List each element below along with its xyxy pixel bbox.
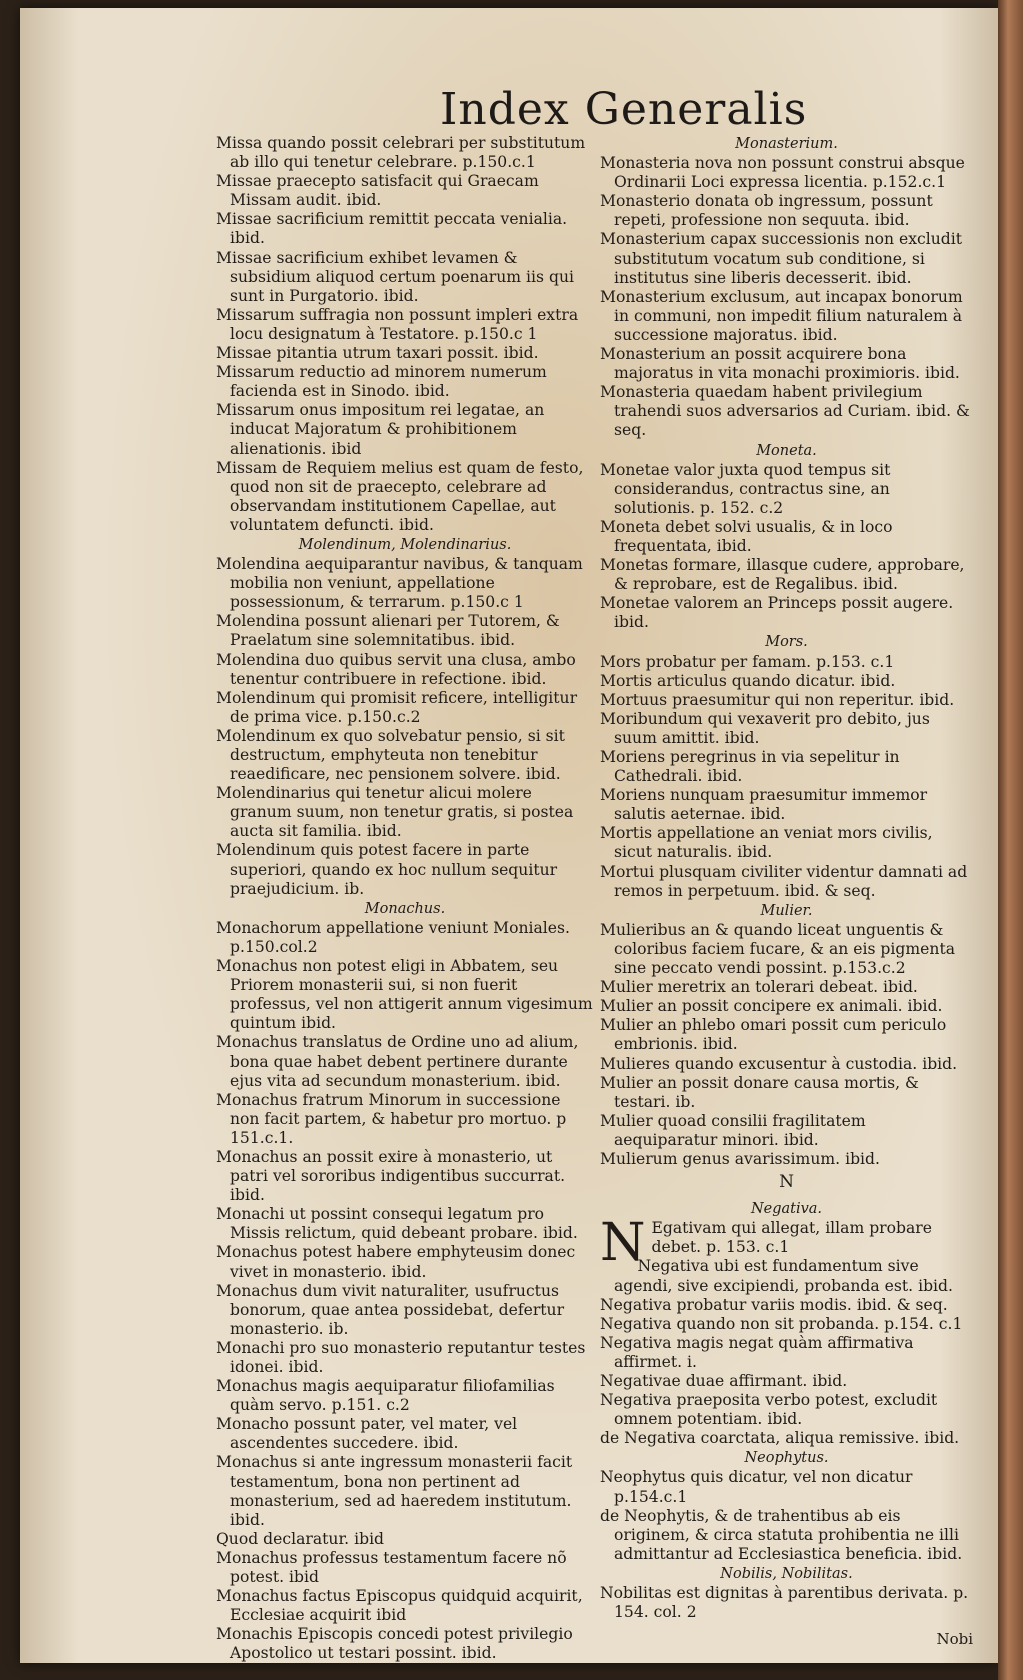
- index-entry: Molendinarius qui tenetur alicui molere granum suum, non tenetur gratis, si postea aucta sit familia. ibid.: [216, 784, 574, 841]
- index-entry: Monasterio donata ob ingressum, possunt repeti, professione non sequuta. ibid.: [600, 192, 933, 230]
- right-column: [600, 134, 973, 1649]
- index-entry: Missae pitantia utrum taxari possit. ibid.: [216, 344, 539, 363]
- index-entry: Monetas formare, illasque cudere, approbare, & reprobare, est de Regalibus. ibid.: [600, 556, 965, 594]
- index-entry: Mulieres quando excusentur à custodia. ibid.: [600, 1054, 958, 1073]
- index-entry: Moriens peregrinus in via sepelitur in Cathedrali. ibid.: [600, 748, 900, 786]
- index-entry: Monachus professus testamentum facere nõ potest. ibid: [216, 1548, 567, 1587]
- index-entry: Mors probatur per famam. p.153. c.1: [600, 652, 895, 671]
- index-entry: Mortis appellatione an veniat mors civilis, sicut naturalis. ibid.: [600, 824, 933, 862]
- index-entry: Negativae duae affirmant. ibid.: [600, 1372, 848, 1390]
- index-entry: Monachorum appellatione veniunt Moniales. p.150.col.2: [216, 918, 570, 956]
- index-entry: Monachus fratrum Minorum in successione non facit partem, & habetur pro mortuo. p 151.c.1.: [216, 1090, 567, 1147]
- index-entry: Monachus magis aequiparatur filiofamilias quàm servo. p.151. c.2: [216, 1377, 555, 1415]
- index-entry: Negativa ubi est fundamentum sive agendi, sive excipiendi, probanda est. ibid.: [614, 1257, 953, 1295]
- index-entry: Molendinum quis potest facere in parte superiori, quando ex hoc nullum sequitur praejudicium. ib.: [216, 841, 558, 898]
- index-entry: Mortis articulus quando dicatur. ibid.: [600, 671, 896, 690]
- index-entry: Nobilitas est dignitas à parentibus derivata. p. 154. col. 2: [600, 1584, 969, 1622]
- index-entry: Monachus dum vivit naturaliter, usufructus bonorum, quae antea possidebat, defertur monasterio. ib.: [216, 1281, 565, 1338]
- index-entry: Missae praecepto satisfacit qui Graecam Missam audit. ibid.: [216, 172, 539, 210]
- index-entry: Monasterium exclusum, aut incapax bonorum in communi, non impedit filium naturalem à successione majoratus. ibid.: [600, 287, 963, 344]
- section-heading: Nobilis, Nobilitas.: [720, 1565, 853, 1582]
- index-entry: Monasterium capax successionis non excludit substitutum vocatum sub conditione, si institutus sine liberis decesserit. ibid.: [600, 230, 963, 287]
- index-entry: Monachi ut possint consequi legatum pro Missis relictum, quid debeant probare. ibid.: [216, 1205, 578, 1243]
- index-entry: Negativa quando non sit probanda. p.154. c.1: [600, 1314, 963, 1333]
- index-entry: [600, 1213, 973, 1274]
- index-entry: Monasteria nova non possunt construi absque Ordinarii Loci expressa licentia. p.152.c.1: [600, 154, 965, 192]
- index-entry: Moriens nunquam praesumitur immemor salutis aeternae. ibid.: [600, 786, 928, 824]
- index-entry: Monasteria quaedam habent privilegium trahendi suos adversarios ad Curiam. ibid. & seq.: [600, 383, 970, 440]
- entry-text: Egativam qui allegat, illam probare debet. p. 153. c.1: [651, 1219, 932, 1257]
- index-entry: Moribundum qui vexaverit pro debito, jus suum amittit. ibid.: [600, 709, 930, 747]
- index-entry: Moneta debet solvi usualis, & in loco frequentata, ibid.: [600, 517, 893, 555]
- index-entry: Monasterium an possit acquirere bona majoratus in vita monachi proximioris. ibid.: [600, 345, 960, 383]
- index-entry: Negativa magis negat quàm affirmativa affirmet. i.: [600, 1333, 914, 1371]
- index-entry: Mortui plusquam civiliter videntur damnati ad remos in perpetuum. ibid. & seq.: [600, 862, 968, 900]
- index-entry: Monachus factus Episcopus quidquid acquirit, Ecclesiae acquirit ibid: [216, 1587, 583, 1625]
- index-entry: Molendina aequiparantur navibus, & tanquam mobilia non veniunt, appellatione possessionum, & terrarum. p.150.c 1: [216, 555, 583, 612]
- index-entry: Mulier an possit concipere ex animali. ibid.: [600, 997, 943, 1016]
- index-entry: Missae sacrificium remittit peccata venialia. ibid.: [216, 210, 568, 248]
- index-entry: Molendinum ex quo solvebatur pensio, si sit destructum, emphyteuta non tenebitur reaedificare, nec pensionem solvere. ibid.: [216, 726, 565, 784]
- section-letter: N: [779, 1172, 794, 1193]
- index-entry: Molendina possunt alienari per Tutorem, & Praelatum sine solemnitatibus. ibid.: [216, 612, 560, 650]
- section-heading: Mulier.: [760, 902, 813, 919]
- index-entry: Mulier an possit donare causa mortis, & testari. ib.: [600, 1073, 919, 1111]
- section-heading: Molendinum, Molendinarius.: [298, 536, 512, 553]
- index-entry: Missam de Requiem melius est quam de festo, quod non sit de praecepto, celebrare ad observandam institutionem Capellae, aut voluntatem defuncti. ibid.: [216, 458, 584, 534]
- index-entry: Monachus an possit exire à monasterio, ut patri vel sororibus indigentibus succurrat. ibid.: [216, 1147, 566, 1205]
- index-entry: Molendinum qui promisit reficere, intelligitur de prima vice. p.150.c.2: [216, 688, 578, 726]
- index-entry: Monetae valorem an Princeps possit augere. ibid.: [600, 594, 954, 632]
- section-heading: Neophytus.: [744, 1450, 829, 1467]
- index-entry: Missarum onus impositum rei legatae, an inducat Majoratum & prohibitionem alienationis. ibid: [216, 401, 545, 458]
- index-entry: Negativa praeposita verbo potest, excludit omnem potentiam. ibid.: [600, 1391, 938, 1429]
- index-entry: Mulier quoad consilii fragilitatem aequiparatur minori. ibid.: [600, 1111, 866, 1149]
- index-entry: Neophytus quis dicatur, vel non dicatur p.154.c.1: [600, 1468, 913, 1506]
- index-entry: Monachus non potest eligi in Abbatem, seu Priorem monasterii sui, si non fuerit professus, vel non attigerit annum vigesimum quintum ibid.: [216, 957, 593, 1033]
- index-entry: Quod declaratur. ibid: [216, 1529, 385, 1548]
- section-heading: Monasterium.: [735, 136, 838, 152]
- index-entry: Missae sacrificium exhibet levamen & subsidium aliquod certum poenarum iis qui sunt in Purgatorio. ibid.: [216, 248, 574, 305]
- left-column: [216, 134, 594, 1664]
- index-entry: Monachus translatus de Ordine uno ad alium, bona quae habet debent pertinere durante ejus vita ad secundum monasterium. ibid.: [216, 1033, 579, 1090]
- index-entry: Missarum reductio ad minorem numerum facienda est in Sinodo. ibid.: [216, 363, 547, 401]
- section-heading: Negativa.: [750, 1201, 823, 1218]
- index-entry: Monachus potest habere emphyteusim donec vivet in monasterio. ibid.: [216, 1243, 576, 1281]
- index-entry: Mulier meretrix an tolerari debeat. ibid.: [600, 978, 918, 997]
- index-entry: Monachis Episcopis concedi potest privilegio Apostolico ut testari possint. ibid.: [216, 1625, 573, 1663]
- index-entry: Monachus si ante ingressum monasterii facit testamentum, bona non pertinent ad monasterium, sed ad haeredem institutum. ibid.: [216, 1453, 573, 1529]
- index-entry: Negativa probatur variis modis. ibid. & seq.: [600, 1295, 948, 1314]
- index-entry: de Negativa coarctata, aliqua remissive. ibid.: [600, 1429, 960, 1448]
- section-heading: Moneta.: [756, 442, 817, 459]
- index-entry: Missarum suffragia non possunt impleri extra locu designatum à Testatore. p.150.c 1: [216, 305, 579, 343]
- catchword: Nobi: [936, 1630, 973, 1649]
- book-page: [20, 8, 998, 1663]
- drop-cap: N: [600, 1213, 646, 1274]
- index-entry: Monacho possunt pater, vel mater, vel ascendentes succedere. ibid.: [216, 1415, 518, 1453]
- index-entry: Mortuus praesumitur qui non reperitur. ibid.: [600, 690, 955, 709]
- index-entry: Mulierum genus avarissimum. ibid.: [600, 1149, 880, 1168]
- next-page-edge: [998, 0, 1023, 1680]
- index-entry: Monetae valor juxta quod tempus sit considerandus, contractus sine, an solutionis. p. 152. c.2: [600, 460, 891, 517]
- index-entry: Molendina duo quibus servit una clusa, ambo tenentur contribuere in refectione. ibid.: [216, 650, 576, 688]
- index-entry: de Neophytis, & de trahentibus ab eis originem, & circa statuta prohibentia ne illi admittantur ad Ecclesiastica beneficia. ibid.: [600, 1506, 963, 1563]
- index-entry: Mulier an phlebo omari possit cum periculo embrionis. ibid.: [600, 1016, 947, 1054]
- index-entry: Mulieribus an & quando liceat unguentis & coloribus faciem fucare, & an eis pigmenta sine peccato vendi possint. p.153.c.2: [600, 920, 956, 978]
- page-title: Index Generalis: [440, 84, 808, 135]
- section-heading: Monachus.: [364, 900, 446, 917]
- section-heading: Mors.: [765, 634, 808, 651]
- index-entry: Missa quando possit celebrari per substitutum ab illo qui tenetur celebrare. p.150.c.1: [216, 134, 586, 172]
- index-entry: Monachi pro suo monasterio reputantur testes idonei. ibid.: [216, 1338, 586, 1376]
